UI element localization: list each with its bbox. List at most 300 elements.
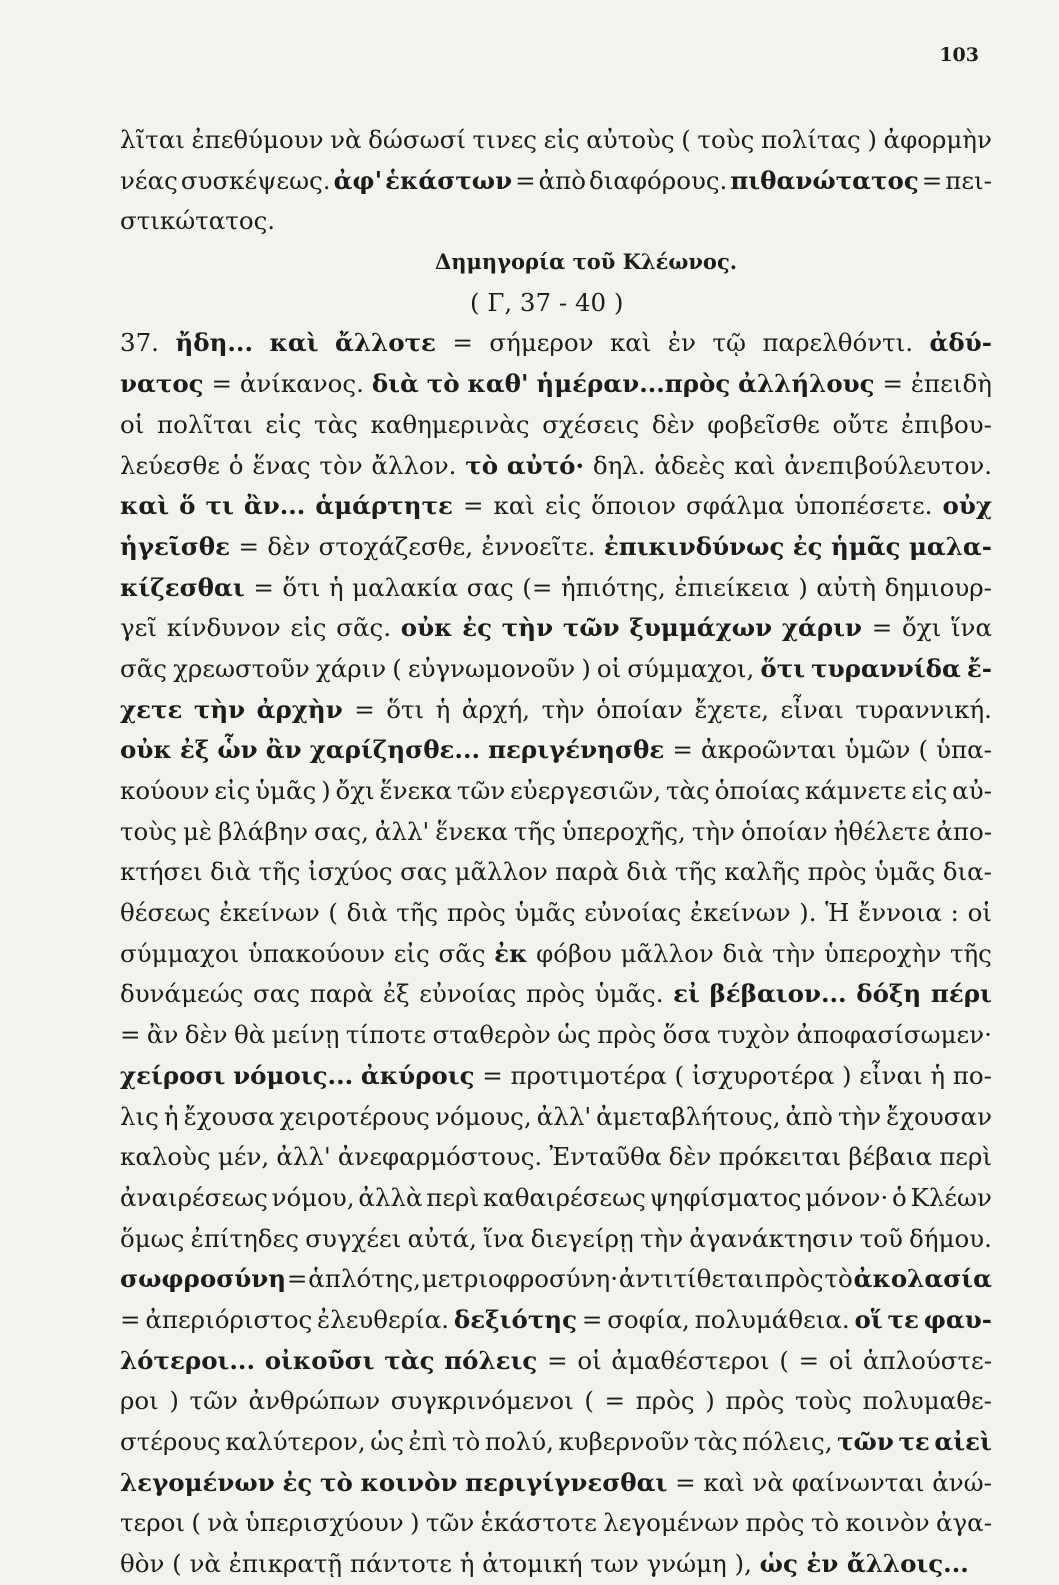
word: ( — [779, 1345, 789, 1375]
word: ὑμῶν — [844, 735, 911, 765]
word: χρεωστοῦν — [173, 653, 310, 683]
word: εἰς — [214, 776, 251, 805]
word: συγχέει — [305, 1223, 402, 1253]
bold-term: ἀρχὴν — [256, 694, 343, 724]
word: φαίνωνται — [791, 1467, 925, 1497]
bold-term: ἄλλοτε — [335, 328, 436, 358]
word: ὄχι — [901, 613, 942, 643]
page-number: 103 — [939, 44, 979, 66]
bold-term: χάριν — [781, 613, 862, 643]
word: τὴν — [639, 1223, 684, 1253]
word: ἐξ — [382, 979, 410, 1009]
word: ) — [841, 1060, 852, 1090]
bold-term: ἐς — [792, 531, 823, 561]
bold-term: κίζεσθαι — [120, 572, 245, 602]
word: = — [120, 1020, 141, 1050]
word: δὲν — [184, 1020, 228, 1050]
text-line — [120, 608, 992, 649]
text-run: στικώτατος. — [120, 206, 276, 236]
bold-term: νατος — [120, 369, 204, 399]
word: ροι — [120, 1386, 159, 1416]
bold-term: βέβαιον... — [709, 979, 847, 1009]
text-line — [120, 1463, 992, 1504]
word: ὑμᾶς. — [594, 979, 664, 1009]
text-line — [120, 893, 992, 934]
word: κούουν — [120, 776, 210, 805]
word: ὑπεροχὴν — [823, 938, 942, 968]
bold-term: χείροσι — [120, 1060, 226, 1090]
word: ἀρχή, — [461, 694, 531, 724]
word: ἀπο- — [936, 816, 992, 846]
bold-term: δεξιότης — [453, 1304, 578, 1334]
word: τῆς — [396, 898, 439, 928]
word: ἐλευθερία. — [317, 1304, 450, 1334]
word: τίποτε — [345, 1020, 427, 1050]
word: τὰς — [693, 1427, 738, 1456]
word: εὐγνωμονοῦν — [407, 653, 576, 683]
word: ἀμαθέστεροι — [611, 1345, 770, 1375]
word: καλῆς — [724, 857, 801, 887]
word: διὰ — [346, 898, 388, 928]
word: λεγομένων — [603, 1508, 740, 1538]
text-line — [120, 852, 992, 893]
word: προτιμοτέρα — [510, 1060, 667, 1090]
word: λῖται — [120, 125, 185, 154]
word: παρὰ — [309, 979, 374, 1009]
bold-term: λεγομένων — [120, 1467, 275, 1497]
word: ἰσχύος — [308, 857, 393, 887]
word: = — [120, 1304, 141, 1334]
text-run: θὸν ( νὰ ἐπικρατῇ πάντοτε ἡ ἀτομική των γνώμη ), — [120, 1549, 760, 1579]
bold-term: ἀλλήλους — [738, 369, 875, 399]
word: τὴν — [691, 816, 735, 846]
word: τῆς — [674, 857, 717, 887]
word: τυραννική. — [855, 694, 992, 724]
text-line — [120, 120, 992, 161]
word: νὰ — [330, 125, 362, 154]
bold-term: αὐτό· — [506, 450, 585, 480]
word: ἀνεφαρμόστους. — [337, 1142, 543, 1172]
bold-term: τὸ — [426, 369, 460, 399]
word: ἐπιείκεια — [674, 572, 790, 602]
bold-term: πέρι — [930, 979, 992, 1009]
word: ὁποίας — [714, 776, 801, 805]
word: ἀγα- — [935, 1508, 992, 1538]
word: εὐνοίας — [584, 898, 682, 928]
word: δημιουρ- — [884, 572, 992, 602]
word: ἐπίτηδες — [190, 1223, 299, 1253]
bold-term: ἂν... — [243, 491, 306, 521]
bold-term: οἰκοῦσι — [264, 1345, 375, 1375]
word: ὅσα — [662, 1020, 711, 1050]
word: μᾶλλον — [620, 938, 714, 968]
word: ἰσχυροτέρα — [691, 1060, 835, 1090]
word: τὴν — [541, 694, 585, 724]
bold-term: τὸ — [320, 1467, 353, 1497]
word: καὶ — [734, 450, 776, 480]
word: = — [452, 328, 473, 358]
bold-term: ἡμᾶς — [831, 531, 901, 561]
word: οἱ — [967, 898, 992, 928]
word: καθαιρέσεως — [482, 1182, 646, 1212]
bold-term: λότεροι... — [120, 1345, 255, 1375]
word: ὑμᾶς — [874, 857, 936, 887]
word: ὄχι — [335, 776, 375, 805]
word: ἔχουσα — [183, 1101, 275, 1131]
word: δυνάμεώς — [120, 979, 244, 1009]
bold-term: χετε — [120, 694, 183, 724]
word: αὐτὴ — [816, 572, 877, 602]
word: σας — [253, 979, 301, 1009]
word: ( — [681, 125, 691, 154]
word: πει- — [945, 165, 992, 195]
word: ἀνεπιβούλευτον. — [784, 450, 992, 480]
word: ὑπεροχῆς, — [561, 816, 686, 846]
bold-term: οὐχ — [942, 491, 992, 521]
word: πρὸς — [764, 1264, 824, 1294]
text-line — [120, 1341, 992, 1382]
text-line — [120, 974, 992, 1015]
word: ὡς — [557, 1020, 591, 1050]
word: νὰ — [207, 1508, 239, 1538]
word: μείνῃ — [271, 1020, 340, 1050]
word: ἐκείνων — [689, 898, 791, 928]
bold-term: περιγίγνεσθαι — [465, 1467, 668, 1497]
word: ἔχετε, — [694, 694, 770, 724]
word: εἰς — [265, 409, 302, 439]
word: τῆς — [513, 816, 556, 846]
text-line — [120, 446, 992, 487]
section-reference: ( Γ, 37 - 40 ) — [470, 287, 624, 317]
text-line — [120, 323, 992, 364]
text-line — [120, 527, 992, 568]
word: καὶ — [493, 491, 536, 521]
word: σᾶς — [120, 653, 167, 683]
word: ἵνα — [483, 1223, 525, 1253]
word: = — [675, 1467, 696, 1497]
word: παρελθόντι. — [762, 328, 914, 358]
word: τῆς — [949, 938, 992, 968]
word: σοφία, — [607, 1304, 690, 1334]
word: = — [211, 369, 233, 399]
text-line — [120, 649, 992, 690]
text-line — [120, 1056, 992, 1097]
word: τεροι — [120, 1508, 186, 1538]
text-line — [120, 568, 992, 609]
word: ἀλλ' — [276, 1142, 331, 1172]
word: ) — [409, 1508, 420, 1538]
word: = — [286, 1264, 308, 1294]
bold-term: περιγένησθε — [488, 735, 665, 765]
word: κτήσει — [120, 857, 203, 887]
bold-term: ἀφ' — [333, 165, 383, 195]
bold-term: ἐς — [462, 613, 493, 643]
word: τῶν — [425, 1508, 475, 1538]
word: πόλεις, — [742, 1427, 833, 1456]
word: ὑποπέσετε. — [794, 491, 933, 521]
word: ἁπλούστε- — [862, 1345, 992, 1375]
bold-term: κοινὸν — [360, 1467, 458, 1497]
word: ) — [867, 125, 877, 154]
word: Ἡ — [825, 898, 850, 928]
word: ( — [918, 735, 929, 765]
bold-term: τε — [887, 1304, 919, 1334]
bold-term: τὸ — [465, 450, 499, 480]
text-line — [120, 1137, 992, 1178]
word: λις — [120, 1101, 159, 1131]
bold-term: πιθανώτατος — [730, 165, 919, 195]
word: = — [462, 491, 484, 521]
word: καὶ — [609, 328, 652, 358]
word: διαφόρους. — [588, 165, 728, 195]
word: αὐ- — [952, 776, 992, 805]
word: ἡ — [435, 694, 451, 724]
word: ἀνώ- — [932, 1467, 992, 1497]
word: ἀνθρώπων — [248, 1386, 381, 1416]
word: ἔννοια — [858, 898, 942, 928]
word: τοὺς — [794, 1386, 852, 1416]
word: περὶ — [939, 1142, 992, 1172]
word: λεύεσθε — [120, 450, 220, 480]
word: = — [482, 1060, 503, 1090]
word: ἀντιτίθεται — [618, 1264, 764, 1294]
word: ὁποίαν — [740, 816, 828, 846]
text-line — [120, 1381, 992, 1422]
word: τὴν — [837, 1101, 882, 1131]
bold-term: καθ' — [467, 369, 529, 399]
word: ἑκάστοτε — [480, 1508, 597, 1538]
word: τυχὸν — [717, 1020, 791, 1050]
word: ἡ — [328, 572, 344, 602]
bold-term: μαλα- — [908, 531, 992, 561]
text-line — [120, 1015, 992, 1056]
word: εἰς — [911, 776, 948, 805]
bold-term: ἐκ — [494, 938, 528, 968]
word: ὁ — [892, 1182, 907, 1212]
word: τὸ — [810, 1508, 840, 1538]
word: τὴν — [772, 938, 816, 968]
text-line — [120, 812, 992, 853]
word: πολῖται — [157, 409, 253, 439]
word: ( — [191, 1508, 201, 1538]
word: οἱ — [577, 1345, 602, 1375]
word: εἰς — [545, 491, 582, 521]
bold-term: ἡγεῖσθε — [120, 531, 231, 561]
bold-term: ὅτι — [760, 653, 806, 683]
word: ἐπεθύμουν — [191, 125, 324, 154]
word: σταθερὸν — [432, 1020, 551, 1050]
bold-term: χαρίζησθε... — [309, 735, 481, 765]
text-line — [120, 201, 992, 242]
text-line — [120, 1422, 992, 1463]
word: τὰς — [314, 409, 358, 439]
word: μέν, — [217, 1142, 270, 1172]
word: κοινὸν — [845, 1508, 930, 1538]
word: ἂν — [146, 1020, 179, 1050]
text-line — [120, 690, 992, 731]
word: ὑμᾶς — [255, 776, 317, 805]
word: ἵνα — [950, 613, 992, 643]
word: ἀποφασίσωμεν· — [796, 1020, 992, 1050]
word: συγκρινόμενοι — [390, 1386, 574, 1416]
word: ἄλλον. — [371, 450, 457, 480]
bold-term: πόλεις — [444, 1345, 538, 1375]
bold-term: νόμοις... — [233, 1060, 354, 1090]
text-line — [120, 730, 992, 771]
bold-term: ὅ — [179, 491, 196, 521]
bold-term: ἐπικινδύνως — [603, 531, 785, 561]
bold-term: φαυ- — [923, 1304, 992, 1334]
word: 37. — [120, 328, 159, 358]
commentary-text — [120, 120, 992, 1585]
bold-term: τυραννίδα — [811, 653, 961, 683]
bold-term: τὴν — [193, 694, 246, 724]
word: εἰς — [543, 125, 580, 154]
word: νόμους, — [434, 1101, 532, 1131]
word: ὑπερισχύουν — [244, 1508, 404, 1538]
word: ) — [581, 653, 591, 683]
word: (= — [522, 572, 553, 602]
bold-term: σωφροσύνη — [120, 1264, 287, 1294]
word: = — [581, 1304, 603, 1334]
text-line — [120, 1178, 992, 1219]
bold-term: ξυμμάχων — [629, 613, 773, 643]
bold-term: ἀδύ- — [929, 328, 992, 358]
word: τῆς — [258, 857, 301, 887]
bold-term: τι — [205, 491, 234, 521]
word: ἀφορμὴν — [883, 125, 992, 154]
word: τῶν — [456, 776, 506, 805]
word: δώσωσί — [368, 125, 466, 154]
word: φόβου — [536, 938, 612, 968]
word: = — [604, 1386, 626, 1416]
word: κίνδυνον — [166, 613, 281, 643]
word: ) — [169, 1386, 179, 1416]
text-line — [120, 364, 992, 405]
word: ( — [328, 898, 338, 928]
word: τοὺς — [120, 816, 177, 846]
word: Ἐνταῦθα — [549, 1142, 662, 1172]
word: σᾶς. — [336, 613, 392, 643]
text-line — [120, 1544, 992, 1585]
word: ἀδεὲς — [654, 450, 726, 480]
word: ὅτι — [386, 694, 425, 724]
bold-term: τῶν — [837, 1427, 894, 1456]
text-line — [120, 1503, 992, 1544]
bold-term: ἂν — [265, 735, 302, 765]
word: = — [672, 735, 693, 765]
bold-term: τε — [898, 1427, 930, 1456]
bold-term: διὰ — [371, 369, 419, 399]
word: τὸ — [451, 1427, 481, 1456]
word: ὁποίαν — [596, 694, 683, 724]
word: κυβερνοῦν — [558, 1427, 690, 1456]
word: δήμου. — [909, 1223, 992, 1253]
word: = — [798, 1345, 820, 1375]
word: ( — [392, 653, 402, 683]
word: ) — [321, 776, 331, 805]
word: ὑπακούουν — [247, 938, 385, 968]
word: ( — [674, 1060, 685, 1090]
text-line — [120, 405, 992, 446]
word: γεῖ — [120, 613, 157, 643]
word: ὡς — [370, 1427, 404, 1456]
word: συσκέψεως. — [180, 165, 331, 195]
word: νὰ — [752, 1467, 784, 1497]
word: μετριοφροσύνη· — [421, 1264, 619, 1294]
word: τὰς — [665, 776, 710, 805]
word: ὅτι — [282, 572, 321, 602]
bold-term: ὡς ἐν ἄλλοις... — [759, 1549, 969, 1579]
word: ). — [799, 898, 817, 928]
word: ἕνας — [252, 450, 311, 480]
word: Κλέων — [910, 1182, 992, 1212]
word: πρόκειται — [718, 1142, 842, 1172]
word: πολύ, — [484, 1427, 554, 1456]
word: = — [871, 613, 893, 643]
word: εἶναι — [859, 1060, 923, 1090]
word: πο- — [952, 1060, 992, 1090]
bold-term: αἰεὶ — [934, 1427, 992, 1456]
word: εὐνοίας — [419, 979, 517, 1009]
word: ἐπειδὴ — [910, 369, 992, 399]
word: οἱ — [828, 1345, 854, 1375]
word: παρὰ — [555, 857, 619, 887]
word: μαλακία — [352, 572, 459, 602]
word: ἁπλότης, — [308, 1264, 421, 1294]
word: δὲν — [668, 1142, 712, 1172]
bold-term: ἔ- — [966, 653, 992, 683]
bold-term: ἐξ — [179, 735, 210, 765]
word: ἀκροῶνται — [700, 735, 837, 765]
word: στοχάζεσθε, — [318, 531, 473, 561]
word: βέβαια — [848, 1142, 933, 1172]
word: ἀνίκανος. — [239, 369, 364, 399]
word: αὐτοὺς — [586, 125, 675, 154]
word: ἔχουσαν — [886, 1101, 992, 1131]
word: ἕνεκα — [435, 816, 508, 846]
bold-term: τὴν — [501, 613, 554, 643]
word: ( — [584, 1386, 594, 1416]
word: ὅμως — [120, 1223, 185, 1253]
word: πρὸς — [807, 857, 867, 887]
word: θέσεως — [120, 898, 211, 928]
word: πρὸς — [635, 1386, 695, 1416]
word: ἀπεριόριστος — [145, 1304, 313, 1334]
word: ἀπὸ — [785, 1101, 833, 1131]
text-line — [120, 486, 992, 527]
bold-term: ἡμέραν...πρὸς — [536, 369, 731, 399]
word: διὰ — [210, 857, 251, 887]
word: νόμου, — [271, 1182, 355, 1212]
word: στέρους — [120, 1427, 221, 1456]
word: ὁ — [228, 450, 244, 480]
word: τὸν — [319, 450, 363, 480]
word: πολυμάθεια. — [694, 1304, 850, 1334]
word: διὰ — [722, 938, 764, 968]
word: = — [921, 165, 943, 195]
word: πρὸς — [745, 1508, 805, 1538]
word: καλοὺς — [120, 1142, 211, 1172]
word: = — [515, 165, 536, 195]
word: δὲν — [651, 409, 695, 439]
word: ἀμεταβλήτους, — [596, 1101, 781, 1131]
word: οἱ — [596, 653, 622, 683]
word: θὰ — [233, 1020, 266, 1050]
word: ἐν — [667, 328, 696, 358]
text-line — [120, 771, 992, 812]
bold-term: τῶν — [562, 613, 620, 643]
